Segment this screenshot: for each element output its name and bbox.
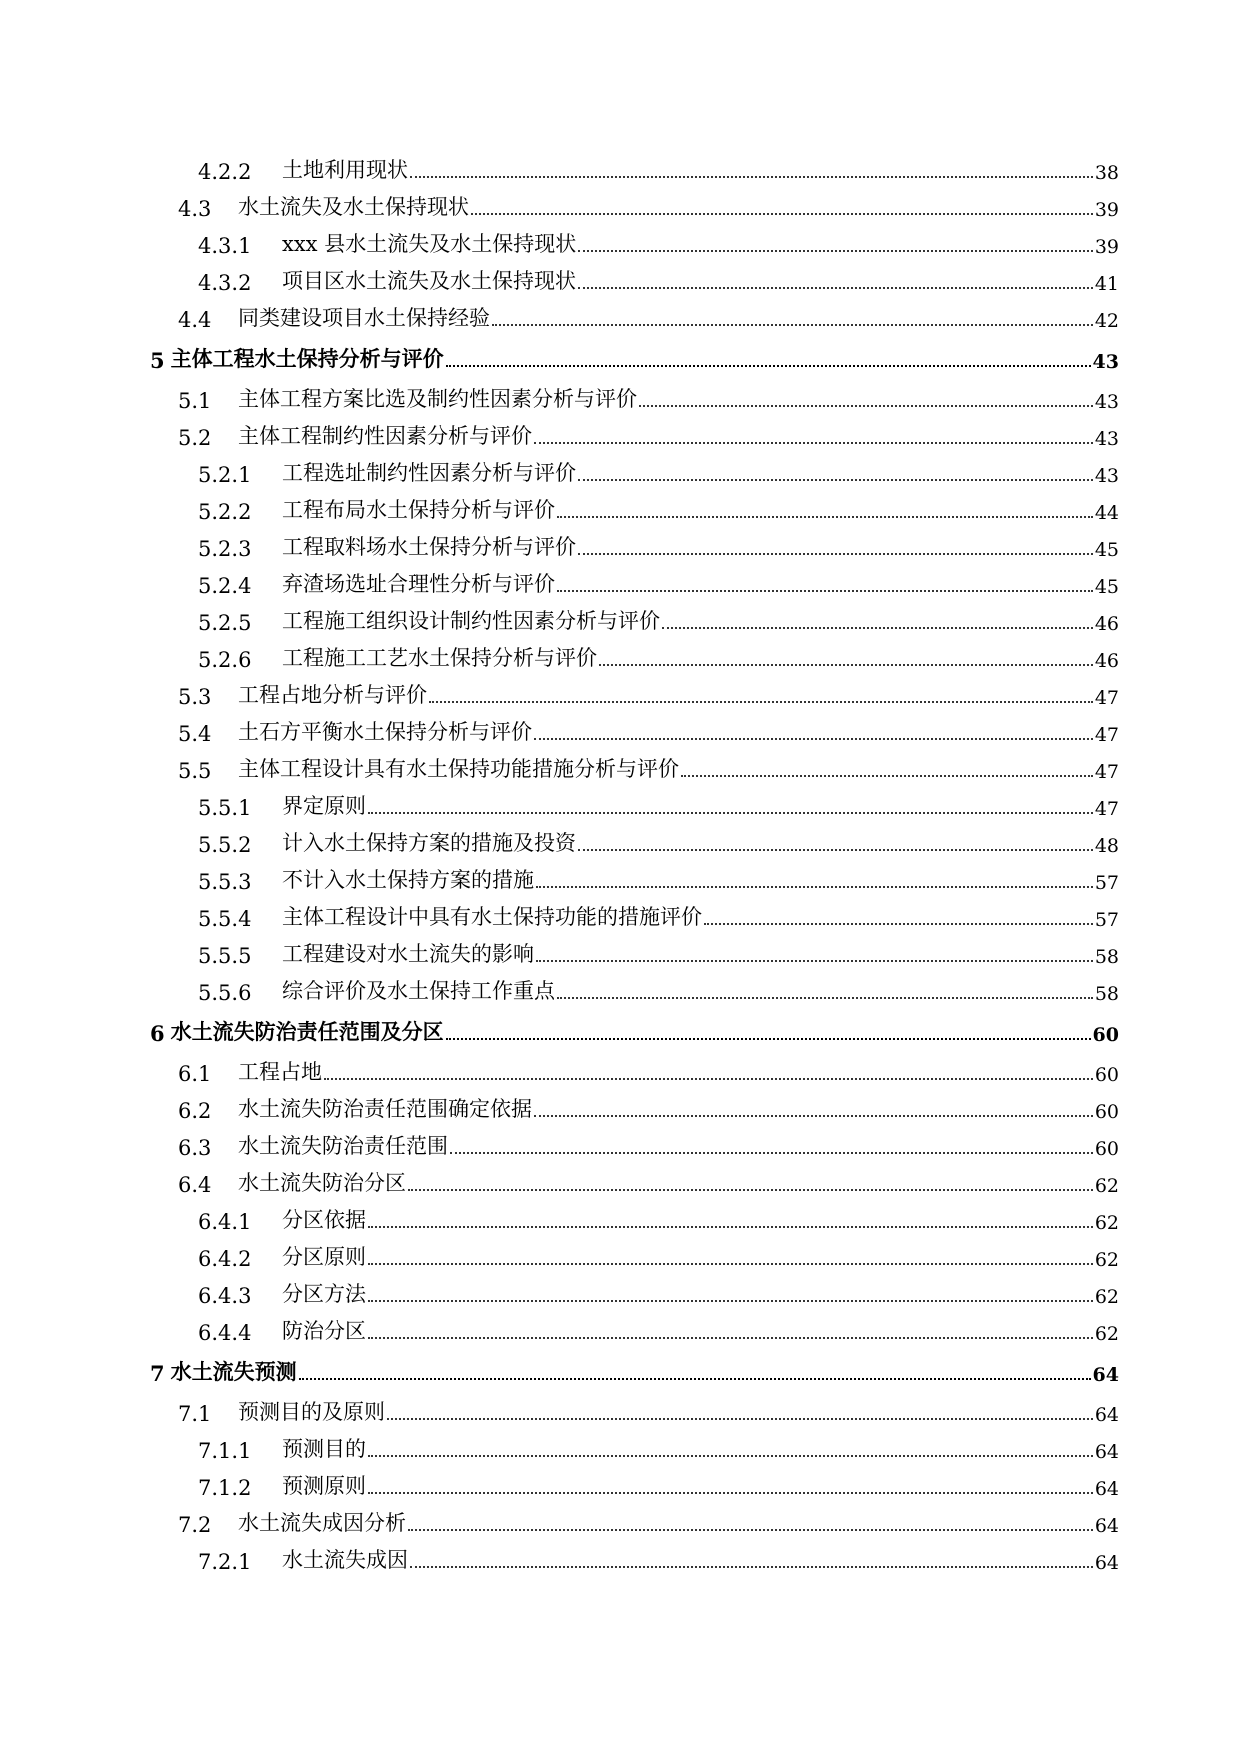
toc-entry-title: 分区方法	[282, 1282, 366, 1306]
dot-leader	[429, 701, 1093, 703]
toc-entry[interactable]	[178, 712, 1119, 746]
toc-entry-number: 7.2	[178, 1513, 212, 1537]
dot-leader	[368, 812, 1093, 814]
toc-entry-page-number: 46	[1094, 613, 1119, 635]
toc-entry-number: 5.5.6	[198, 981, 252, 1005]
dot-leader	[536, 960, 1093, 962]
toc-entry[interactable]	[198, 150, 1119, 184]
toc-entry-title: 防治分区	[282, 1319, 366, 1343]
toc-entry[interactable]	[198, 786, 1119, 820]
toc-entry-title: 主体工程方案比选及制约性因素分析与评价	[238, 387, 637, 411]
toc-entry-number: 5.2.4	[198, 574, 252, 598]
toc-entry-number: 6.4.2	[198, 1247, 252, 1271]
toc-entry-title: 主体工程制约性因素分析与评价	[238, 424, 532, 448]
toc-entry[interactable]	[198, 934, 1119, 968]
toc-entry-page-number: 62	[1094, 1249, 1119, 1271]
toc-entry-title: xxx 县水土流失及水土保持现状	[282, 232, 577, 256]
toc-entry-title: 水土流失及水土保持现状	[238, 195, 469, 219]
toc-entry[interactable]	[178, 675, 1119, 709]
dot-leader	[324, 1078, 1093, 1080]
toc-entry-page-number: 43	[1094, 428, 1119, 450]
dot-leader	[368, 1455, 1093, 1457]
toc-entry[interactable]	[178, 749, 1119, 783]
toc-entry[interactable]	[198, 1311, 1119, 1345]
toc-entry-page-number: 39	[1094, 236, 1119, 258]
toc-entry-number: 5.2.1	[198, 463, 252, 487]
dot-leader	[446, 365, 1091, 367]
dot-leader	[578, 250, 1093, 252]
dot-leader	[408, 1529, 1093, 1531]
toc-entry[interactable]	[198, 564, 1119, 598]
toc-entry[interactable]	[198, 224, 1119, 258]
dot-leader	[492, 324, 1093, 326]
toc-entry[interactable]	[150, 1352, 1119, 1386]
toc-entry-page-number: 62	[1094, 1323, 1119, 1345]
toc-entry-title: 水土流失防治责任范围	[238, 1134, 448, 1158]
toc-entry-number: 7.1.1	[198, 1439, 252, 1463]
toc-entry-page-number: 42	[1094, 310, 1119, 332]
toc-entry-page-number: 46	[1094, 650, 1119, 672]
toc-entry[interactable]	[150, 339, 1119, 373]
toc-entry[interactable]	[198, 638, 1119, 672]
toc-entry-number: 7.1	[178, 1402, 212, 1426]
toc-entry-page-number: 45	[1094, 576, 1119, 598]
toc-entry-number: 4.3	[178, 197, 212, 221]
toc-entry[interactable]	[198, 1429, 1119, 1463]
toc-entry-number: 7.1.2	[198, 1476, 252, 1500]
toc-entry-title: 水土流失预测	[170, 1359, 297, 1384]
toc-entry-title: 分区原则	[282, 1245, 366, 1269]
toc-entry-number: 6.2	[178, 1099, 212, 1123]
toc-entry-title: 同类建设项目水土保持经验	[238, 306, 490, 330]
toc-entry-page-number: 47	[1094, 761, 1119, 783]
toc-entry-page-number: 47	[1094, 798, 1119, 820]
toc-entry-page-number: 64	[1094, 1404, 1119, 1426]
toc-entry-title: 工程占地	[238, 1060, 322, 1084]
toc-entry-number: 5.5.3	[198, 870, 252, 894]
toc-entry-title: 水土流失成因分析	[238, 1511, 406, 1535]
toc-entry-title: 项目区水土流失及水土保持现状	[282, 269, 576, 293]
toc-entry-page-number: 62	[1094, 1286, 1119, 1308]
toc-entry-page-number: 64	[1094, 1515, 1119, 1537]
toc-entry[interactable]	[198, 527, 1119, 561]
dot-leader	[704, 923, 1093, 925]
toc-entry-number: 5.2.6	[198, 648, 252, 672]
toc-entry[interactable]	[178, 1392, 1119, 1426]
toc-entry-page-number: 47	[1094, 687, 1119, 709]
toc-entry[interactable]	[198, 601, 1119, 635]
toc-entry-page-number: 58	[1094, 983, 1119, 1005]
toc-entry-page-number: 48	[1094, 835, 1119, 857]
toc-entry-number: 5.5.5	[198, 944, 252, 968]
toc-entry[interactable]	[178, 298, 1119, 332]
toc-entry-number: 5	[150, 348, 165, 373]
toc-entry-number: 5.2.5	[198, 611, 252, 635]
dot-leader	[599, 664, 1093, 666]
toc-entry-title: 预测目的	[282, 1437, 366, 1461]
dot-leader	[557, 997, 1093, 999]
toc-entry-number: 5.1	[178, 389, 212, 413]
dot-leader	[450, 1152, 1093, 1154]
toc-entry-number: 6.4.3	[198, 1284, 252, 1308]
toc-entry[interactable]	[178, 416, 1119, 450]
dot-leader	[299, 1378, 1091, 1380]
dot-leader	[410, 176, 1093, 178]
toc-entry-number: 6.4.4	[198, 1321, 252, 1345]
toc-entry-title: 工程选址制约性因素分析与评价	[282, 461, 576, 485]
toc-entry-number: 7.2.1	[198, 1550, 252, 1574]
toc-entry-number: 5.5.2	[198, 833, 252, 857]
toc-entry-page-number: 44	[1094, 502, 1119, 524]
toc-entry[interactable]	[198, 1237, 1119, 1271]
toc-entry-title: 工程施工工艺水土保持分析与评价	[282, 646, 597, 670]
toc-entry-page-number: 60	[1092, 1024, 1119, 1046]
toc-entry[interactable]	[178, 379, 1119, 413]
toc-entry-number: 5.5.1	[198, 796, 252, 820]
toc-entry[interactable]	[198, 971, 1119, 1005]
toc-entry-page-number: 41	[1094, 273, 1119, 295]
toc-entry-page-number: 43	[1094, 391, 1119, 413]
toc-entry-title: 综合评价及水土保持工作重点	[282, 979, 555, 1003]
toc-entry-number: 4.4	[178, 308, 212, 332]
toc-entry-title: 预测目的及原则	[238, 1400, 385, 1424]
toc-entry[interactable]	[178, 187, 1119, 221]
dot-leader	[681, 775, 1093, 777]
dot-leader	[639, 405, 1093, 407]
toc-entry-number: 5.4	[178, 722, 212, 746]
toc-entry[interactable]	[198, 860, 1119, 894]
toc-entry[interactable]	[178, 1163, 1119, 1197]
toc-entry-title: 弃渣场选址合理性分析与评价	[282, 572, 555, 596]
toc-entry[interactable]	[198, 1274, 1119, 1308]
toc-entry-page-number: 57	[1094, 909, 1119, 931]
toc-entry-title: 主体工程设计具有水土保持功能措施分析与评价	[238, 757, 679, 781]
toc-entry-number: 5.2.3	[198, 537, 252, 561]
toc-entry-page-number: 58	[1094, 946, 1119, 968]
dot-leader	[578, 553, 1093, 555]
toc-entry-page-number: 64	[1092, 1364, 1119, 1386]
dot-leader	[534, 1115, 1093, 1117]
toc-entry-number: 5.5.4	[198, 907, 252, 931]
toc-entry-number: 6.1	[178, 1062, 212, 1086]
toc-entry[interactable]	[178, 1126, 1119, 1160]
toc-entry-number: 5.5	[178, 759, 212, 783]
toc-entry[interactable]	[178, 1052, 1119, 1086]
dot-leader	[387, 1418, 1093, 1420]
dot-leader	[578, 849, 1093, 851]
toc-entry-title: 土地利用现状	[282, 158, 408, 182]
toc-entry-number: 7	[150, 1361, 165, 1386]
toc-entry-title: 水土流失防治责任范围确定依据	[238, 1097, 532, 1121]
toc-entry-number: 6.3	[178, 1136, 212, 1160]
toc-entry-page-number: 62	[1094, 1175, 1119, 1197]
toc-entry[interactable]	[198, 1540, 1119, 1574]
toc-entry-page-number: 60	[1094, 1138, 1119, 1160]
toc-entry-page-number: 43	[1092, 351, 1119, 373]
toc-entry-page-number: 64	[1094, 1552, 1119, 1574]
toc-entry-page-number: 62	[1094, 1212, 1119, 1234]
dot-leader	[534, 738, 1093, 740]
dot-leader	[368, 1337, 1093, 1339]
dot-leader	[536, 886, 1093, 888]
toc-entry[interactable]	[198, 453, 1119, 487]
toc-entry-title: 水土流失防治责任范围及分区	[170, 1019, 444, 1044]
toc-entry-number: 6	[150, 1021, 165, 1046]
toc-entry-title: 分区依据	[282, 1208, 366, 1232]
toc-entry-title: 预测原则	[282, 1474, 366, 1498]
toc-entry-page-number: 57	[1094, 872, 1119, 894]
dot-leader	[557, 516, 1093, 518]
dot-leader	[368, 1226, 1093, 1228]
toc-entry-title: 界定原则	[282, 794, 366, 818]
toc-entry-number: 4.2.2	[198, 160, 252, 184]
toc-entry-page-number: 43	[1094, 465, 1119, 487]
dot-leader	[368, 1492, 1093, 1494]
toc-entry-title: 水土流失防治分区	[238, 1171, 406, 1195]
toc-entry-title: 主体工程水土保持分析与评价	[170, 346, 444, 371]
toc-entry-title: 工程施工组织设计制约性因素分析与评价	[282, 609, 660, 633]
toc-entry[interactable]	[198, 261, 1119, 295]
toc-entry-number: 4.3.1	[198, 234, 252, 258]
toc-entry[interactable]	[178, 1503, 1119, 1537]
toc-entry-page-number: 64	[1094, 1478, 1119, 1500]
toc-entry[interactable]	[198, 490, 1119, 524]
toc-entry-title: 计入水土保持方案的措施及投资	[282, 831, 576, 855]
toc-entry[interactable]	[198, 897, 1119, 931]
toc-entry-number: 6.4	[178, 1173, 212, 1197]
dot-leader	[368, 1263, 1093, 1265]
toc-entry-title: 土石方平衡水土保持分析与评价	[238, 720, 532, 744]
toc-entry-page-number: 60	[1094, 1101, 1119, 1123]
toc-entry-page-number: 39	[1094, 199, 1119, 221]
toc-entry[interactable]	[198, 1466, 1119, 1500]
toc-entry[interactable]	[150, 1012, 1119, 1046]
dot-leader	[471, 213, 1093, 215]
toc-entry-page-number: 38	[1094, 162, 1119, 184]
dot-leader	[446, 1038, 1091, 1040]
dot-leader	[368, 1300, 1093, 1302]
toc-entry-page-number: 45	[1094, 539, 1119, 561]
toc-entry[interactable]	[198, 1200, 1119, 1234]
toc-entry-title: 主体工程设计中具有水土保持功能的措施评价	[282, 905, 702, 929]
toc-entry-title: 工程取料场水土保持分析与评价	[282, 535, 576, 559]
toc-entry-title: 不计入水土保持方案的措施	[282, 868, 534, 892]
toc-entry-page-number: 60	[1094, 1064, 1119, 1086]
dot-leader	[408, 1189, 1093, 1191]
dot-leader	[534, 442, 1093, 444]
toc-entry-number: 5.2	[178, 426, 212, 450]
toc-entry-title: 工程占地分析与评价	[238, 683, 427, 707]
toc-entry-number: 5.2.2	[198, 500, 252, 524]
dot-leader	[578, 479, 1093, 481]
toc-entry[interactable]	[178, 1089, 1119, 1123]
toc-entry-title: 工程建设对水土流失的影响	[282, 942, 534, 966]
toc-entry-number: 5.3	[178, 685, 212, 709]
dot-leader	[557, 590, 1093, 592]
dot-leader	[662, 627, 1093, 629]
toc-entry[interactable]	[198, 823, 1119, 857]
toc-entry-page-number: 47	[1094, 724, 1119, 746]
toc-entry-title: 工程布局水土保持分析与评价	[282, 498, 555, 522]
toc-entry-page-number: 64	[1094, 1441, 1119, 1463]
dot-leader	[410, 1566, 1093, 1568]
toc-entry-number: 6.4.1	[198, 1210, 252, 1234]
toc-entry-number: 4.3.2	[198, 271, 252, 295]
toc-entry-title: 水土流失成因	[282, 1548, 408, 1572]
dot-leader	[578, 287, 1093, 289]
